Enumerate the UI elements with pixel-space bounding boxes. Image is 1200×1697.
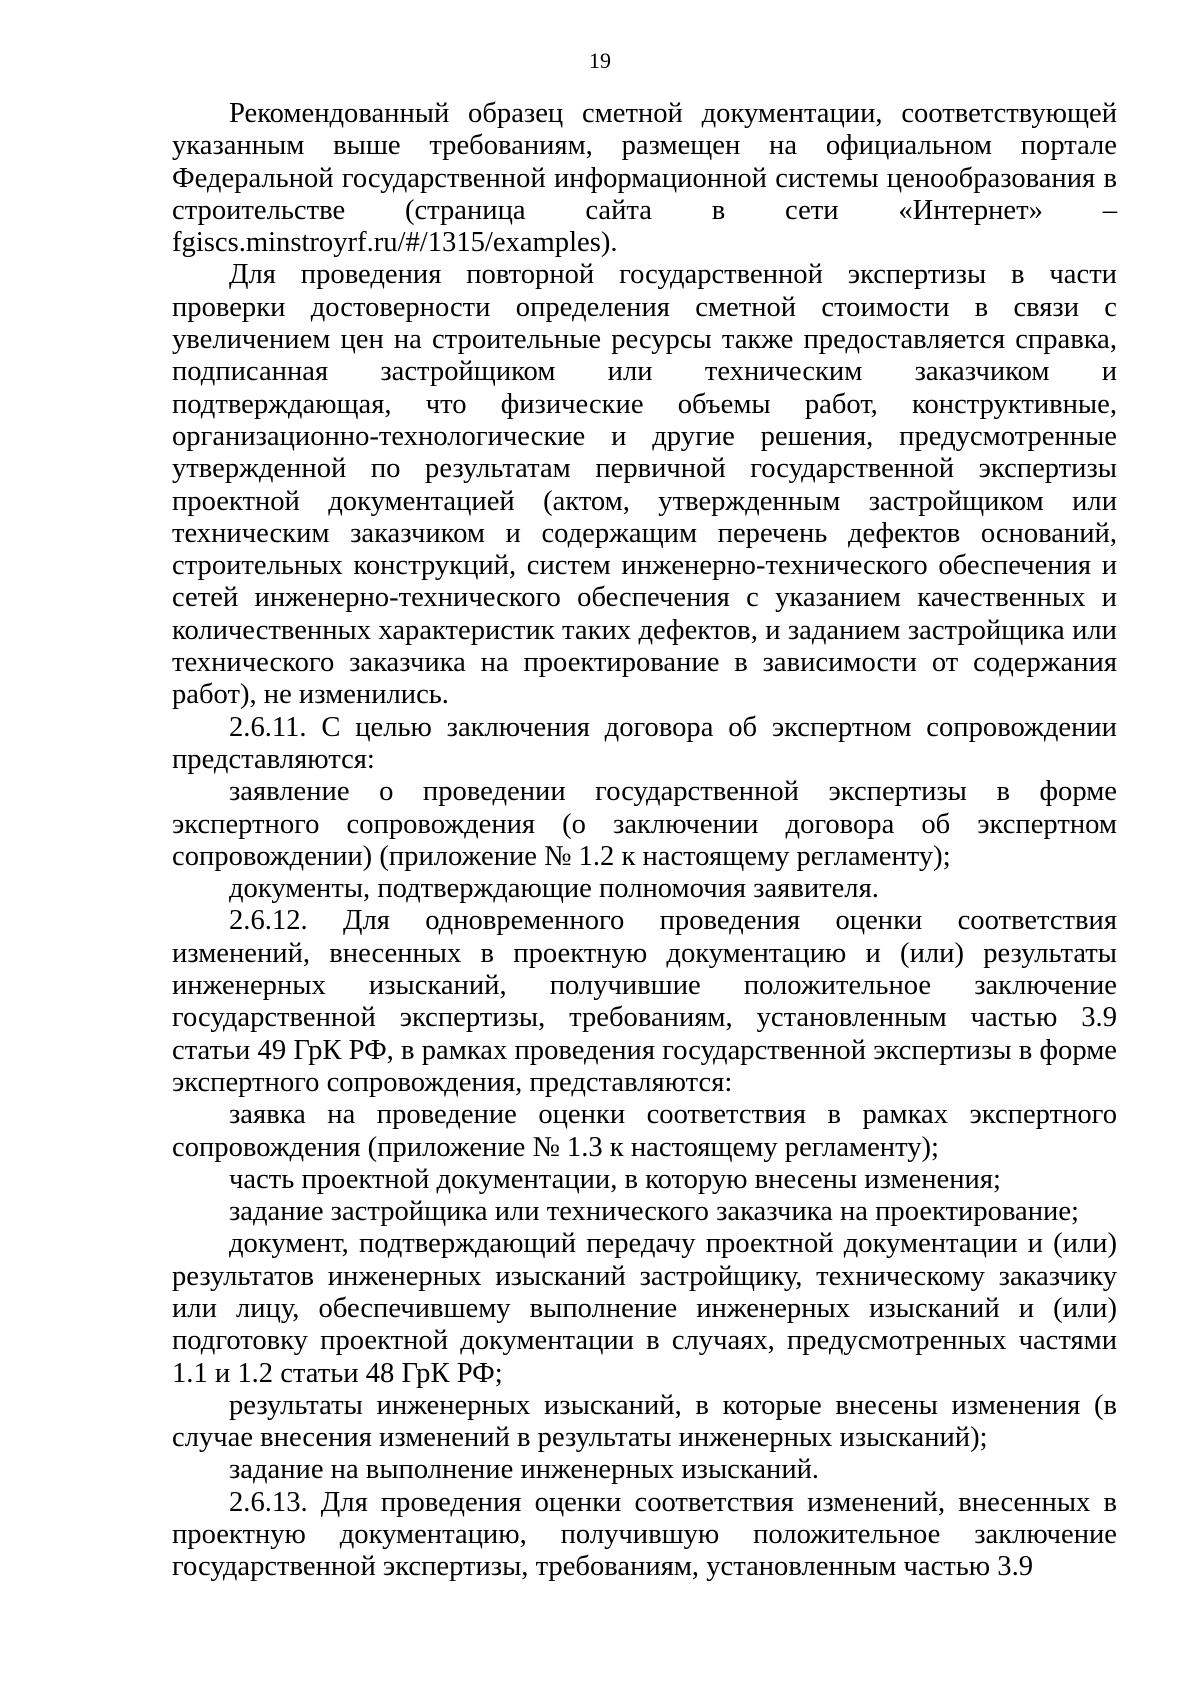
- paragraph-2-6-13: 2.6.13. Для проведения оценки соответствия изменений, внесенных в проектную документацию, получившую положительное заключение государственной экспертизы, требованиям, установленным частью 3.9: [172, 1486, 1117, 1583]
- paragraph-survey-assignment: задание на выполнение инженерных изысканий.: [229, 1454, 820, 1486]
- paragraph-2-6-12: 2.6.12. Для одновременного проведения оценки соответствия изменений, внесенных в проектную документацию и (или) результаты инженерных изысканий, получившие положительное заключение государственной экспертизы, требованиям, установленным частью 3.9 статьи 49 ГрК РФ, в рамках проведения государственной экспертизы в форме экспертного сопровождения, представляются:: [172, 905, 1117, 1098]
- paragraph-transfer-document: документ, подтверждающий передачу проектной документации и (или) результатов инженерных изысканий застройщику, техническому заказчику или лицу, обеспечившему выполнение инженерных изысканий и (или) подготовку проектной документации в случаях, предусмотренных частями 1.1 и 1.2 статьи 48 ГрК РФ;: [172, 1228, 1117, 1389]
- paragraph-conformity-request: заявка на проведение оценки соответствия в рамках экспертного сопровождения (приложение № 1.3 к настоящему регламенту);: [172, 1099, 1117, 1163]
- paragraph-authority-documents: документы, подтверждающие полномочия заявителя.: [229, 873, 879, 905]
- page-number: 19: [589, 48, 611, 73]
- document-body: [172, 98, 1117, 1584]
- paragraph-repeat-expertise-certificate: Для проведения повторной государственной экспертизы в части проверки достоверности определения сметной стоимости в связи с увеличением цен на строительные ресурсы также предоставляется справка, подписанная застройщиком или техническим заказчиком и подтверждающая, что физические объемы работ, конструктивные, организационно-технологические и другие решения, предусмотренные утвержденной по результатам первичной государственной экспертизы проектной документацией (актом, утвержденным застройщиком или техническим заказчиком и содержащим перечень дефектов оснований, строительных конструкций, систем инженерно-технического обеспечения и сетей инженерно-технического обеспечения с указанием качественных и количественных характеристик таких дефектов, и заданием застройщика или технического заказчика на проектирование в зависимости от содержания работ), не изменились.: [172, 259, 1117, 711]
- paragraph-2-6-11: 2.6.11. С целью заключения договора об экспертном сопровождении представляются:: [172, 711, 1117, 775]
- paragraph-changed-documentation: часть проектной документации, в которую внесены изменения;: [229, 1163, 1001, 1195]
- paragraph-sample-estimate: Рекомендованный образец сметной документации, соответствующей указанным выше требованиям, размещен на официальном портале Федеральной государственной информационной системы ценообразования в строительстве (страница сайта в сети «Интернет» – fgiscs.minstroyrf.ru/#/1315/examples).: [172, 98, 1117, 259]
- paragraph-survey-results: результаты инженерных изысканий, в которые внесены изменения (в случае внесения изменений в результаты инженерных изысканий);: [172, 1389, 1117, 1454]
- paragraph-design-assignment: задание застройщика или технического заказчика на проектирование;: [229, 1196, 1079, 1228]
- paragraph-application-expert-support: заявление о проведении государственной экспертизы в форме экспертного сопровождения (о заключении договора об экспертном сопровождении) (приложение № 1.2 к настоящему регламенту);: [172, 776, 1117, 872]
